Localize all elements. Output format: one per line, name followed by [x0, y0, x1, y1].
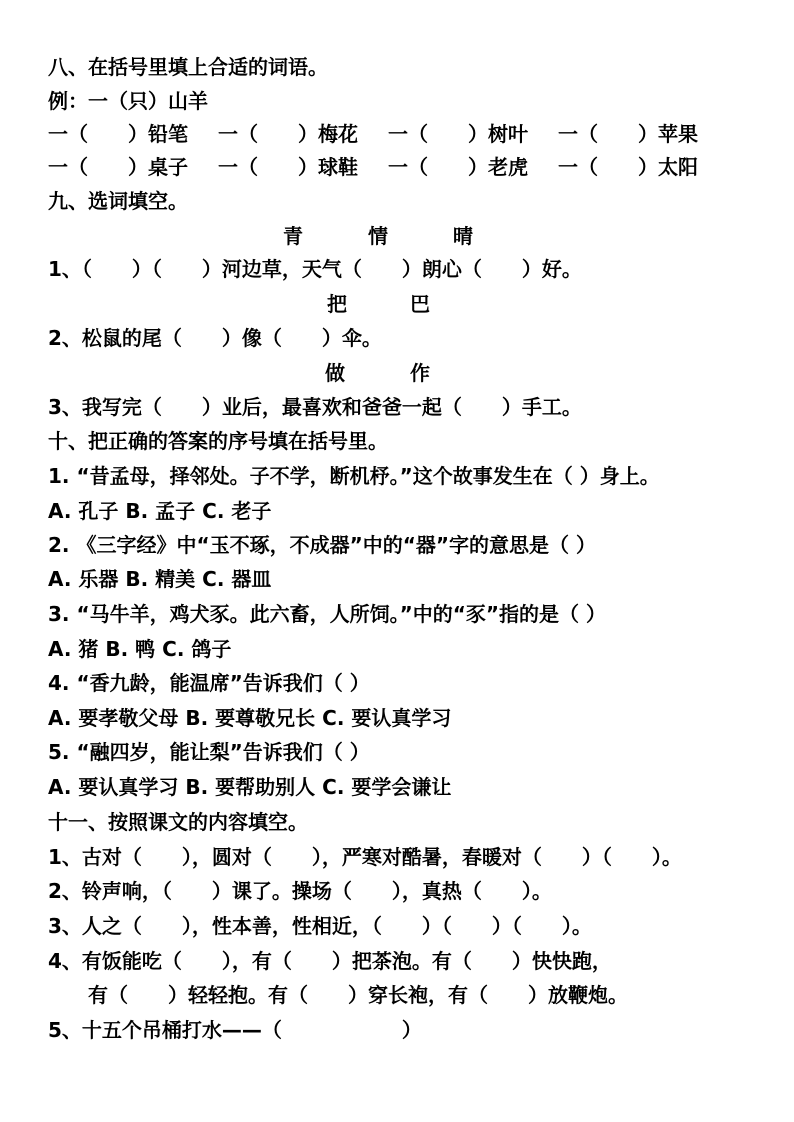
section-8-title: 八、在括号里填上合适的词语。 [48, 55, 328, 79]
options-10-5: A. 要认真学习 B. 要帮助别人 C. 要学会谦让 [48, 775, 452, 799]
options-10-3: A. 猪 B. 鸭 C. 鸽子 [48, 637, 232, 661]
fill-item[interactable]: 一（ ）苹果 [558, 122, 698, 146]
question-11-4-continued[interactable]: 有（ ）轻轻抱。有（ ）穿长袍，有（ ）放鞭炮。 [88, 983, 628, 1007]
fill-item[interactable]: 一（ ）梅花 [218, 122, 358, 146]
question-11-1[interactable]: 1、古对（ ），圆对（ ），严寒对酷暑，春暖对（ ）（ ）。 [48, 845, 682, 869]
fill-item[interactable]: 一（ ）桌子 [48, 155, 188, 179]
fill-item[interactable]: 一（ ）树叶 [388, 122, 528, 146]
word-choice: 晴 [453, 224, 473, 248]
word-choice: 作 [410, 361, 430, 385]
word-choice: 把 [327, 292, 347, 316]
question-11-2[interactable]: 2、铃声响，（ ）课了。操场（ ），真热（ ）。 [48, 879, 552, 903]
word-choice: 青 [283, 224, 303, 248]
question-11-4[interactable]: 4、有饭能吃（ ），有（ ）把茶泡。有（ ）快快跑， [48, 949, 612, 973]
options-10-1: A. 孔子 B. 孟子 C. 老子 [48, 499, 272, 523]
question-11-5[interactable]: 5、十五个吊桶打水——（ ） [48, 1018, 422, 1042]
question-10-4[interactable]: 4. “香九龄，能温席”告诉我们（ ） [48, 671, 370, 695]
word-choice: 情 [368, 224, 388, 248]
question-10-3[interactable]: 3. “马牛羊，鸡犬豕。此六畜，人所饲。”中的“豕”指的是（ ） [48, 602, 607, 626]
word-choice: 巴 [410, 292, 430, 316]
question-11-3[interactable]: 3、人之（ ），性本善，性相近，（ ）（ ）（ ）。 [48, 914, 592, 938]
question-9-1[interactable]: 1、（ ）（ ）河边草，天气（ ）朗心（ ）好。 [48, 257, 582, 281]
fill-item[interactable]: 一（ ）铅笔 [48, 122, 188, 146]
fill-item[interactable]: 一（ ）老虎 [388, 155, 528, 179]
section-11-title: 十一、按照课文的内容填空。 [48, 810, 308, 834]
question-10-2[interactable]: 2. 《三字经》中“玉不琢，不成器”中的“器”字的意思是（ ） [48, 533, 597, 557]
fill-item[interactable]: 一（ ）太阳 [558, 155, 698, 179]
question-10-5[interactable]: 5. “融四岁，能让梨”告诉我们（ ） [48, 740, 370, 764]
options-10-4: A. 要孝敬父母 B. 要尊敬兄长 C. 要认真学习 [48, 706, 452, 730]
question-10-1[interactable]: 1. “昔孟母，择邻处。子不学，断机杼。”这个故事发生在（ ）身上。 [48, 464, 660, 488]
fill-item[interactable]: 一（ ）球鞋 [218, 155, 358, 179]
question-9-3[interactable]: 3、我写完（ ）业后，最喜欢和爸爸一起（ ）手工。 [48, 395, 582, 419]
options-10-2: A. 乐器 B. 精美 C. 器皿 [48, 567, 272, 591]
section-10-title: 十、把正确的答案的序号填在括号里。 [48, 429, 388, 453]
section-8-example: 例：一（只）山羊 [48, 89, 208, 113]
word-choice: 做 [325, 361, 345, 385]
section-9-title: 九、选词填空。 [48, 189, 188, 213]
question-9-2[interactable]: 2、松鼠的尾（ ）像（ ）伞。 [48, 326, 382, 350]
